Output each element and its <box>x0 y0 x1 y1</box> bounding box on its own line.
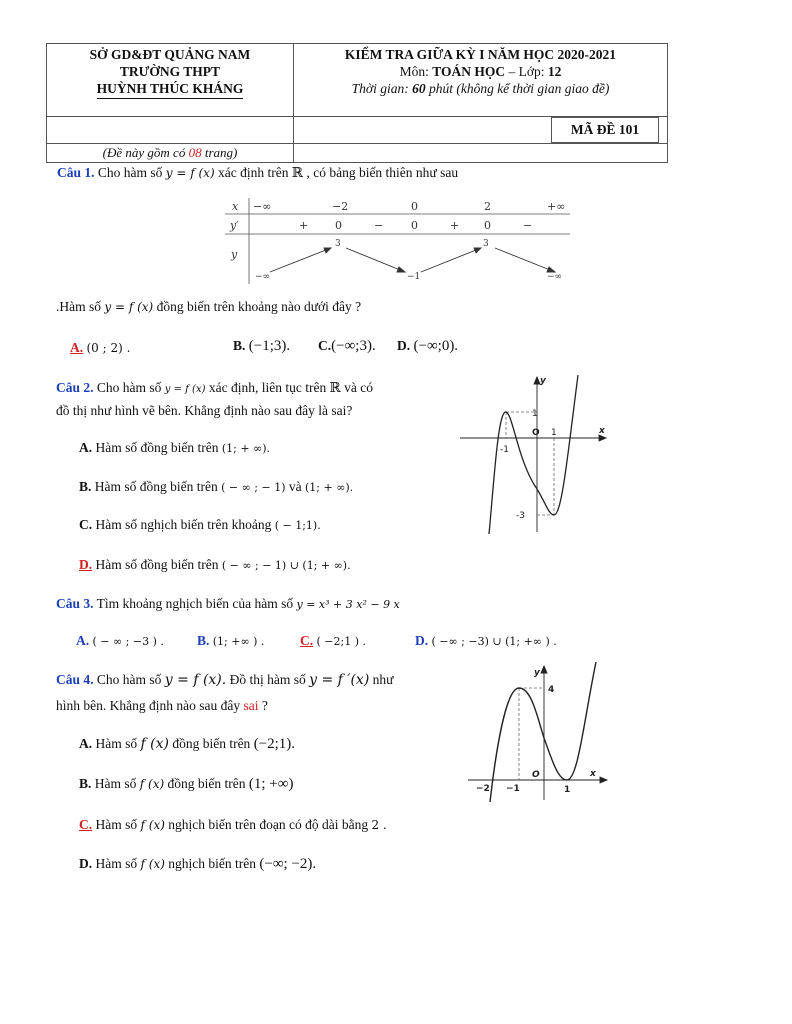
variation-table <box>225 196 575 286</box>
sign: − <box>374 219 384 232</box>
q3-stem: Câu 3. Tìm khoảng nghịch biến của hàm số y = x³ + 3 x² − 9 x <box>56 596 400 611</box>
q4-option-b[interactable]: B. Hàm số f (x) đồng biến trên (1; +∞) <box>79 776 294 792</box>
q4-option-c[interactable]: C. Hàm số f (x) nghịch biến trên đoạn có độ dài bằng 2 . <box>79 817 387 832</box>
tick-label: 1 <box>551 428 557 438</box>
row-label-yprime: y′ <box>230 219 239 232</box>
sign: 0 <box>335 219 342 232</box>
sign: 0 <box>484 219 491 232</box>
q3-option-d[interactable]: D. ( −∞ ; −3) ∪ (1; +∞ ) . <box>415 633 557 648</box>
axis-label-y: y <box>540 376 546 386</box>
q2-stem-line1: Câu 2. Cho hàm số y = f (x) xác định, liên tục trên ℝ và có <box>56 380 374 395</box>
exam-code: MÃ ĐỀ 101 <box>551 117 659 143</box>
tick-label: -3 <box>516 511 525 521</box>
q4-option-d[interactable]: D. Hàm số f (x) nghịch biến trên (−∞; −2). <box>79 856 317 872</box>
tick-label: 1 <box>532 409 538 419</box>
q4-graph <box>466 660 612 802</box>
q1-option-d[interactable]: D. (−∞;0). <box>397 338 459 354</box>
q3-option-b[interactable]: B. (1; +∞ ) . <box>197 633 265 648</box>
y-value: 3 <box>335 239 341 249</box>
q1-option-b[interactable]: B. (−1;3). <box>233 338 291 354</box>
page-count-note: (Đề này gồm có 08 trang) <box>102 145 238 160</box>
x-value: −2 <box>332 200 349 213</box>
y-value: −1 <box>407 272 421 282</box>
q4-curve <box>490 662 596 802</box>
q2-option-b[interactable]: B. Hàm số đồng biến trên ( − ∞ ; − 1) và (1; + ∞). <box>79 479 354 494</box>
y-value: −∞ <box>547 272 563 282</box>
tick-label: −2 <box>476 784 490 794</box>
sign: + <box>299 219 309 232</box>
q4-stem-line1: Câu 4. Cho hàm số y = f (x). Đồ thị hàm số y = f ′(x) như <box>56 672 394 688</box>
y-value: 3 <box>483 239 489 249</box>
origin-label: O <box>532 428 540 438</box>
q2-option-a[interactable]: A. Hàm số đồng biến trên (1; + ∞). <box>79 440 271 455</box>
sign: + <box>450 219 460 232</box>
q2-graph <box>456 372 612 534</box>
q2-option-d[interactable]: D. Hàm số đồng biến trên ( − ∞ ; − 1) ∪ (1; + ∞). <box>79 557 351 572</box>
tick-label: 4 <box>548 685 555 695</box>
q1-stem: Câu 1. Cho hàm số y = f (x) xác định trên ℝ , có bảng biến thiên như sau <box>57 165 459 180</box>
subject-line: Môn: TOÁN HỌC – Lớp: 12 <box>399 64 562 79</box>
q4-stem-line2: hình bên. Khẳng định nào sau đây sai ? <box>56 698 268 713</box>
tick-label: 1 <box>564 785 571 795</box>
row-label-x: x <box>232 200 239 213</box>
x-value: 2 <box>484 200 491 213</box>
tick-label: -1 <box>500 445 509 455</box>
y-value: −∞ <box>255 272 271 282</box>
x-value: 0 <box>411 200 418 213</box>
axis-label-x: x <box>599 426 605 436</box>
time-line: Thời gian: 60 phút (không kể thời gian giao đề) <box>351 81 610 96</box>
row-label-y: y <box>231 248 238 261</box>
exam-title: KIỂM TRA GIỮA KỲ I NĂM HỌC 2020-2021 <box>344 47 617 62</box>
axis-label-x: x <box>590 769 596 779</box>
q3-option-a[interactable]: A. ( − ∞ ; −3 ) . <box>76 633 164 648</box>
q1-option-a[interactable]: A. (0 ; 2) . <box>70 340 131 355</box>
exam-block <box>294 46 667 97</box>
q1-option-c[interactable]: C.(−∞;3). <box>318 338 376 354</box>
q1-question: .Hàm số y = f (x) đồng biến trên khoảng nào dưới đây ? <box>56 299 362 314</box>
q2-stem-line2: đồ thị như hình vẽ bên. Khẳng định nào sau đây là sai? <box>56 403 353 418</box>
school-block <box>47 46 293 99</box>
department-name: SỞ GD&ĐT QUẢNG NAM <box>89 47 251 62</box>
school-type: TRƯỜNG THPT <box>119 64 221 79</box>
q4-option-a[interactable]: A. Hàm số f (x) đồng biến trên (−2;1). <box>79 736 296 752</box>
q2-option-c[interactable]: C. Hàm số nghịch biến trên khoảng ( − 1;1). <box>79 517 321 532</box>
exam-header <box>46 43 668 163</box>
axis-label-y: y <box>534 668 540 678</box>
sign: − <box>523 219 533 232</box>
x-value: −∞ <box>253 200 272 213</box>
x-value: +∞ <box>547 200 566 213</box>
sign: 0 <box>411 219 418 232</box>
origin-label: O <box>532 770 540 780</box>
q3-option-c[interactable]: C. ( −2;1 ) . <box>300 633 366 648</box>
school-name: HUỲNH THÚC KHÁNG <box>47 80 293 99</box>
tick-label: −1 <box>506 784 520 794</box>
